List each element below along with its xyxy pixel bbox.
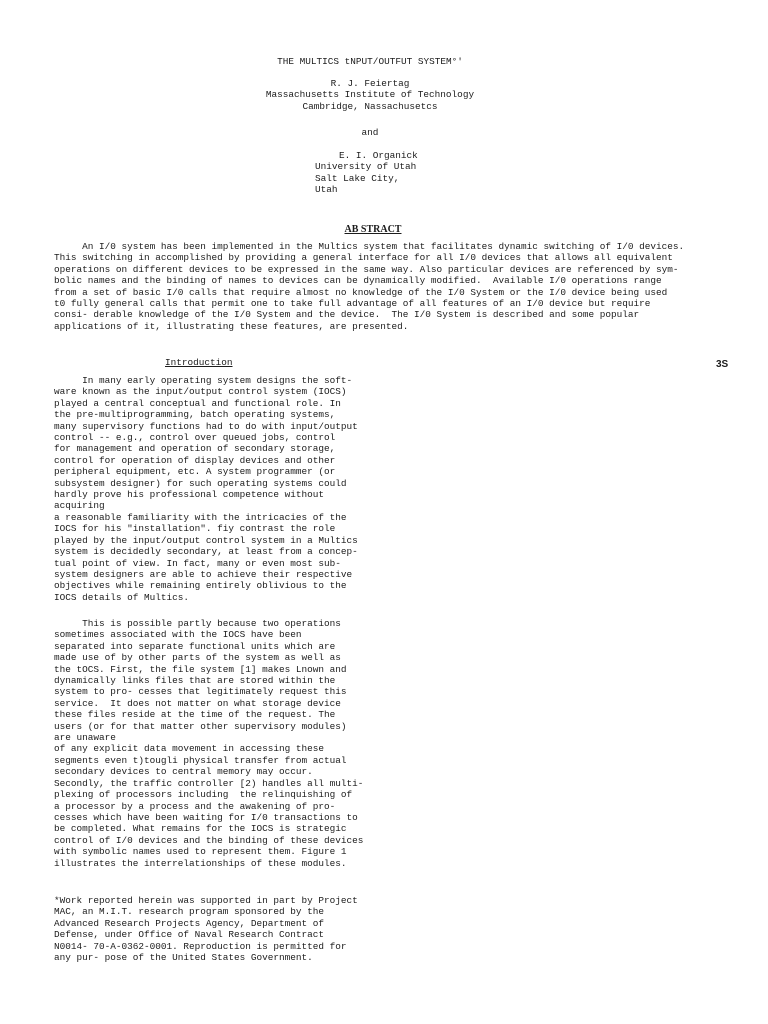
paragraph-line: objectives while remaining entirely oblivious to the [54, 580, 347, 592]
page-number: 3S [716, 359, 729, 370]
author1-name: R. J. Feiertag [330, 78, 410, 89]
title-text: THE MULTICS tNPUT/OUTFUT SYSTEM°' [277, 56, 463, 67]
abstract-body [54, 241, 734, 332]
author2-name: E. I. Organick [339, 150, 418, 161]
abstract-line: This switching in accomplished by providing a general interface for all I/0 devices that allows all equivalent [54, 252, 673, 264]
paragraph-line: a processor by a process and the awakening of pro- [54, 800, 336, 812]
footnote-line: Advanced Research Projects Agency, Department of [54, 917, 325, 929]
paragraph-line: control -- e.g., control over queued jobs, control [54, 432, 336, 444]
abstract-line: bolic names and the binding of names to devices can be dynamically modified. Available I/0 operations range [54, 275, 662, 287]
author2-state: Utah [315, 184, 338, 196]
footnote-line: any pur- pose of the United States Government. [54, 952, 313, 964]
paragraph-line: system is decidedly secondary, at least from a concep- [54, 546, 358, 558]
abstract-heading-text: AB STRACT [344, 224, 402, 235]
paragraph-line: played a central conceptual and functional role. In [54, 397, 341, 409]
author-block-1 [0, 78, 740, 112]
footnote-line: MAC, an M.I.T. research program sponsored by the [54, 906, 325, 918]
paragraph-line: illustrates the interrelationships of these modules. [54, 857, 347, 869]
author-conjunction [0, 127, 740, 138]
paragraph-line: IOCS details of Multics. [54, 591, 190, 603]
paragraph-line: peripheral equipment, etc. A system programmer (or [54, 466, 336, 478]
paragraph-line: a reasonable familiarity with the intricacies of the [54, 511, 347, 523]
paragraph-line: subsystem designer) for such operating systems could [54, 477, 347, 489]
paragraph-line: with symbolic names used to represent them. Figure 1 [54, 846, 347, 858]
author-block-2 [315, 150, 515, 196]
footnote-line: Defense, under Office of Naval Research Contract [54, 929, 325, 941]
paragraph-line: This is possible partly because two operations [54, 618, 341, 629]
paragraph-line: are unaware [54, 732, 116, 744]
footnote-line: *Work reported herein was supported in part by Project [54, 895, 358, 906]
abstract-line: An I/0 system has been implemented in the Multics system that facilitates dynamic switching of I/0 devices. [54, 241, 685, 252]
paragraph-line: hardly prove his professional competence without [54, 489, 325, 501]
abstract-heading [0, 219, 746, 237]
paragraph-line: separated into separate functional units which are [54, 640, 336, 652]
and-text: and [361, 127, 379, 138]
paragraph-line: control of I/0 devices and the binding of these devices [54, 834, 364, 846]
introduction-heading-text: Introduction [165, 357, 233, 368]
author1-location: Cambridge, Nassachusetcs [302, 100, 438, 112]
paragraph-line: users (or for that matter other supervisory modules) [54, 720, 347, 732]
paragraph-line: segments even t)tougli physical transfer from actual [54, 754, 347, 766]
paragraph-line: Secondly, the traffic controller [2) handles all multi- [54, 777, 364, 789]
paragraph-line: secondary devices to central memory may occur. [54, 766, 313, 778]
paper-title [0, 56, 740, 67]
paragraph-line: these files reside at the time of the request. The [54, 709, 336, 721]
footnote-line: N0014- 70-A-0362-0001. Reproduction is permitted for [54, 940, 347, 952]
paragraph-line: system to pro- cesses that legitimately request this [54, 686, 347, 698]
paragraph-line: of any explicit data movement in accessing these [54, 743, 325, 755]
paragraph-line: played by the input/output control system in a Multics [54, 534, 358, 546]
abstract-line: t0 fully general calls that permit one to take full advantage of all features of an I/0 device but require [54, 298, 651, 310]
abstract-line: consi- derable knowledge of the I/0 System and the device. The I/0 System is described and some popular [54, 309, 640, 321]
paragraph-line: tual point of view. In fact, many or even most sub- [54, 557, 341, 569]
author2-city: Salt Lake City, [315, 172, 400, 184]
footnote [54, 895, 374, 963]
paragraph-line: the tOCS. First, the file system [1] makes Lnown and [54, 663, 347, 675]
introduction-paragraph-2 [54, 618, 374, 869]
paragraph-line: In many early operating system designs the soft- [54, 375, 353, 386]
paragraph-line: control for operation of display devices and other [54, 454, 336, 466]
paragraph-line: ware known as the input/output control system (IOCS) [54, 386, 347, 398]
paragraph-line: plexing of processors including the relinquishing of [54, 789, 353, 801]
paragraph-line: for management and operation of secondary storage, [54, 443, 336, 455]
paragraph-line: cesses which have been waiting for I/0 transactions to [54, 811, 358, 823]
paragraph-line: made use of by other parts of the system as well as [54, 652, 341, 664]
paragraph-line: many supervisory functions had to do with input/output [54, 420, 358, 432]
author1-affiliation: Massachusetts Institute of Technology [265, 89, 475, 101]
paragraph-line: be completed. What remains for the IOCS is strategic [54, 823, 347, 835]
paragraph-line: dynamically links files that are stored within the [54, 675, 336, 687]
introduction-paragraph-1 [54, 375, 374, 603]
paragraph-line: IOCS for his "installation". fiy contrast the role [54, 523, 336, 535]
paragraph-line: the pre-multiprogramming, batch operating systems, [54, 409, 336, 421]
author2-affiliation: University of Utah [315, 161, 417, 173]
abstract-line: applications of it, illustrating these features, are presented. [54, 320, 409, 332]
paragraph-line: service. It does not matter on what storage device [54, 697, 341, 709]
paragraph-line: sometimes associated with the IOCS have been [54, 629, 302, 641]
abstract-line: from a set of basic I/0 calls that require almost no knowledge of the I/0 System or the I/0 device being used [54, 286, 668, 298]
abstract-line: operations on different devices to be expressed in the same way. Also particular devices are referenced by sym- [54, 263, 679, 275]
introduction-heading [165, 357, 233, 368]
paragraph-line: system designers are able to achieve their respective [54, 568, 353, 580]
paragraph-line: acquiring [54, 500, 105, 512]
